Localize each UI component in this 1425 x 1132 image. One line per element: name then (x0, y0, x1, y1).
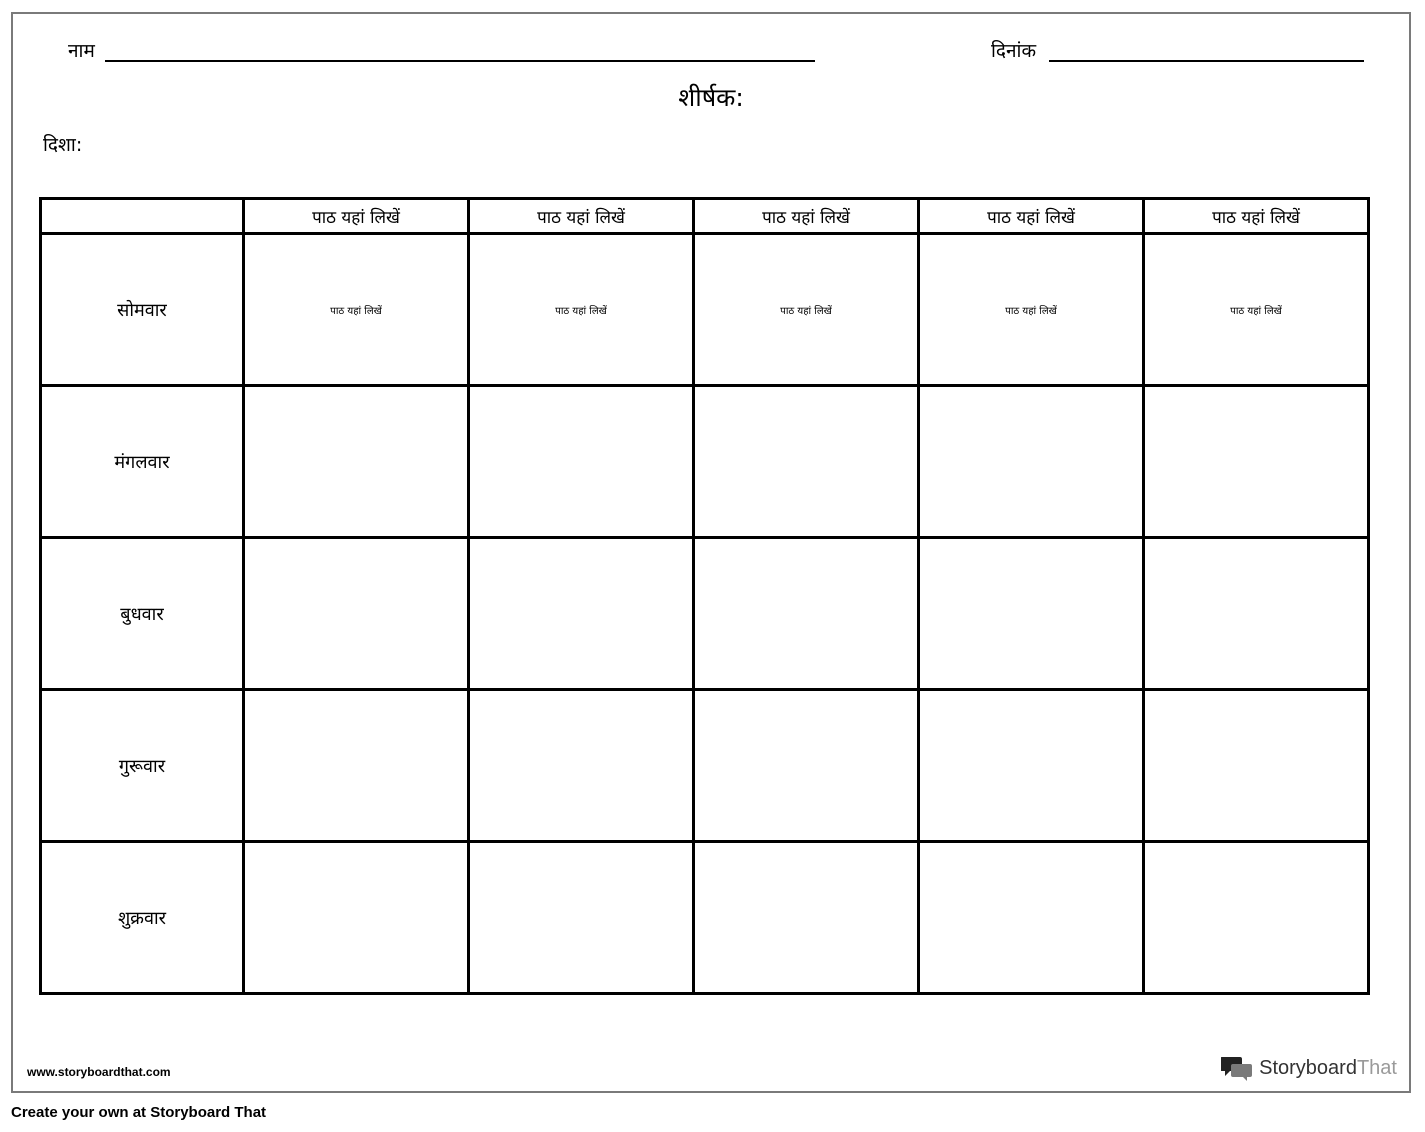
table-cell (1144, 690, 1369, 842)
table-cell (469, 690, 694, 842)
table-cell: पाठ यहां लिखें (244, 234, 469, 386)
column-header: पाठ यहां लिखें (694, 199, 919, 234)
table-cell (244, 538, 469, 690)
column-header: पाठ यहां लिखें (244, 199, 469, 234)
day-label: मंगलवार (41, 386, 244, 538)
date-line (1049, 60, 1364, 62)
brand-name-part2: That (1356, 1056, 1397, 1079)
worksheet-title: शीर्षक: (678, 83, 744, 112)
table-cell: पाठ यहां लिखें (919, 234, 1144, 386)
speech-bubbles-icon (1221, 1055, 1253, 1081)
table-cell (919, 386, 1144, 538)
day-label: सोमवार (41, 234, 244, 386)
table-row (41, 234, 1369, 386)
date-label: दिनांक (991, 40, 1037, 62)
name-line (105, 60, 815, 62)
table-cell (1144, 538, 1369, 690)
column-header: पाठ यहां लिखें (919, 199, 1144, 234)
day-label: गुरूवार (41, 690, 244, 842)
table-cell (694, 386, 919, 538)
table-cell (919, 538, 1144, 690)
table-cell: पाठ यहां लिखें (1144, 234, 1369, 386)
table-cell (694, 538, 919, 690)
table-row (41, 842, 1369, 994)
table-cell (469, 386, 694, 538)
table-cell (1144, 386, 1369, 538)
table-cell: पाठ यहां लिखें (694, 234, 919, 386)
column-header: पाठ यहां लिखें (469, 199, 694, 234)
table-cell (1144, 842, 1369, 994)
column-header: पाठ यहां लिखें (1144, 199, 1369, 234)
direction-label: दिशा: (43, 134, 83, 156)
table-cell (919, 690, 1144, 842)
brand-name-part1: Storyboard (1259, 1056, 1357, 1079)
create-own-link[interactable]: Create your own at Storyboard That (11, 1104, 267, 1121)
table-cell (694, 690, 919, 842)
table-cell (694, 842, 919, 994)
table-cell (469, 538, 694, 690)
day-label: बुधवार (41, 538, 244, 690)
table-cell (469, 842, 694, 994)
table-cell: पाठ यहां लिखें (469, 234, 694, 386)
table-cell (244, 842, 469, 994)
corner-cell (41, 199, 244, 234)
site-url[interactable]: www.storyboardthat.com (27, 1065, 171, 1079)
header-row (41, 199, 1369, 234)
table-row (41, 690, 1369, 842)
day-label: शुक्रवार (41, 842, 244, 994)
worksheet-page (11, 12, 1411, 1093)
brand-logo[interactable] (1221, 1055, 1397, 1081)
table-cell (244, 690, 469, 842)
name-label: नाम (68, 40, 95, 62)
table-row (41, 386, 1369, 538)
table-cell (919, 842, 1144, 994)
weekly-table (39, 197, 1370, 995)
table-cell (244, 386, 469, 538)
table-row (41, 538, 1369, 690)
